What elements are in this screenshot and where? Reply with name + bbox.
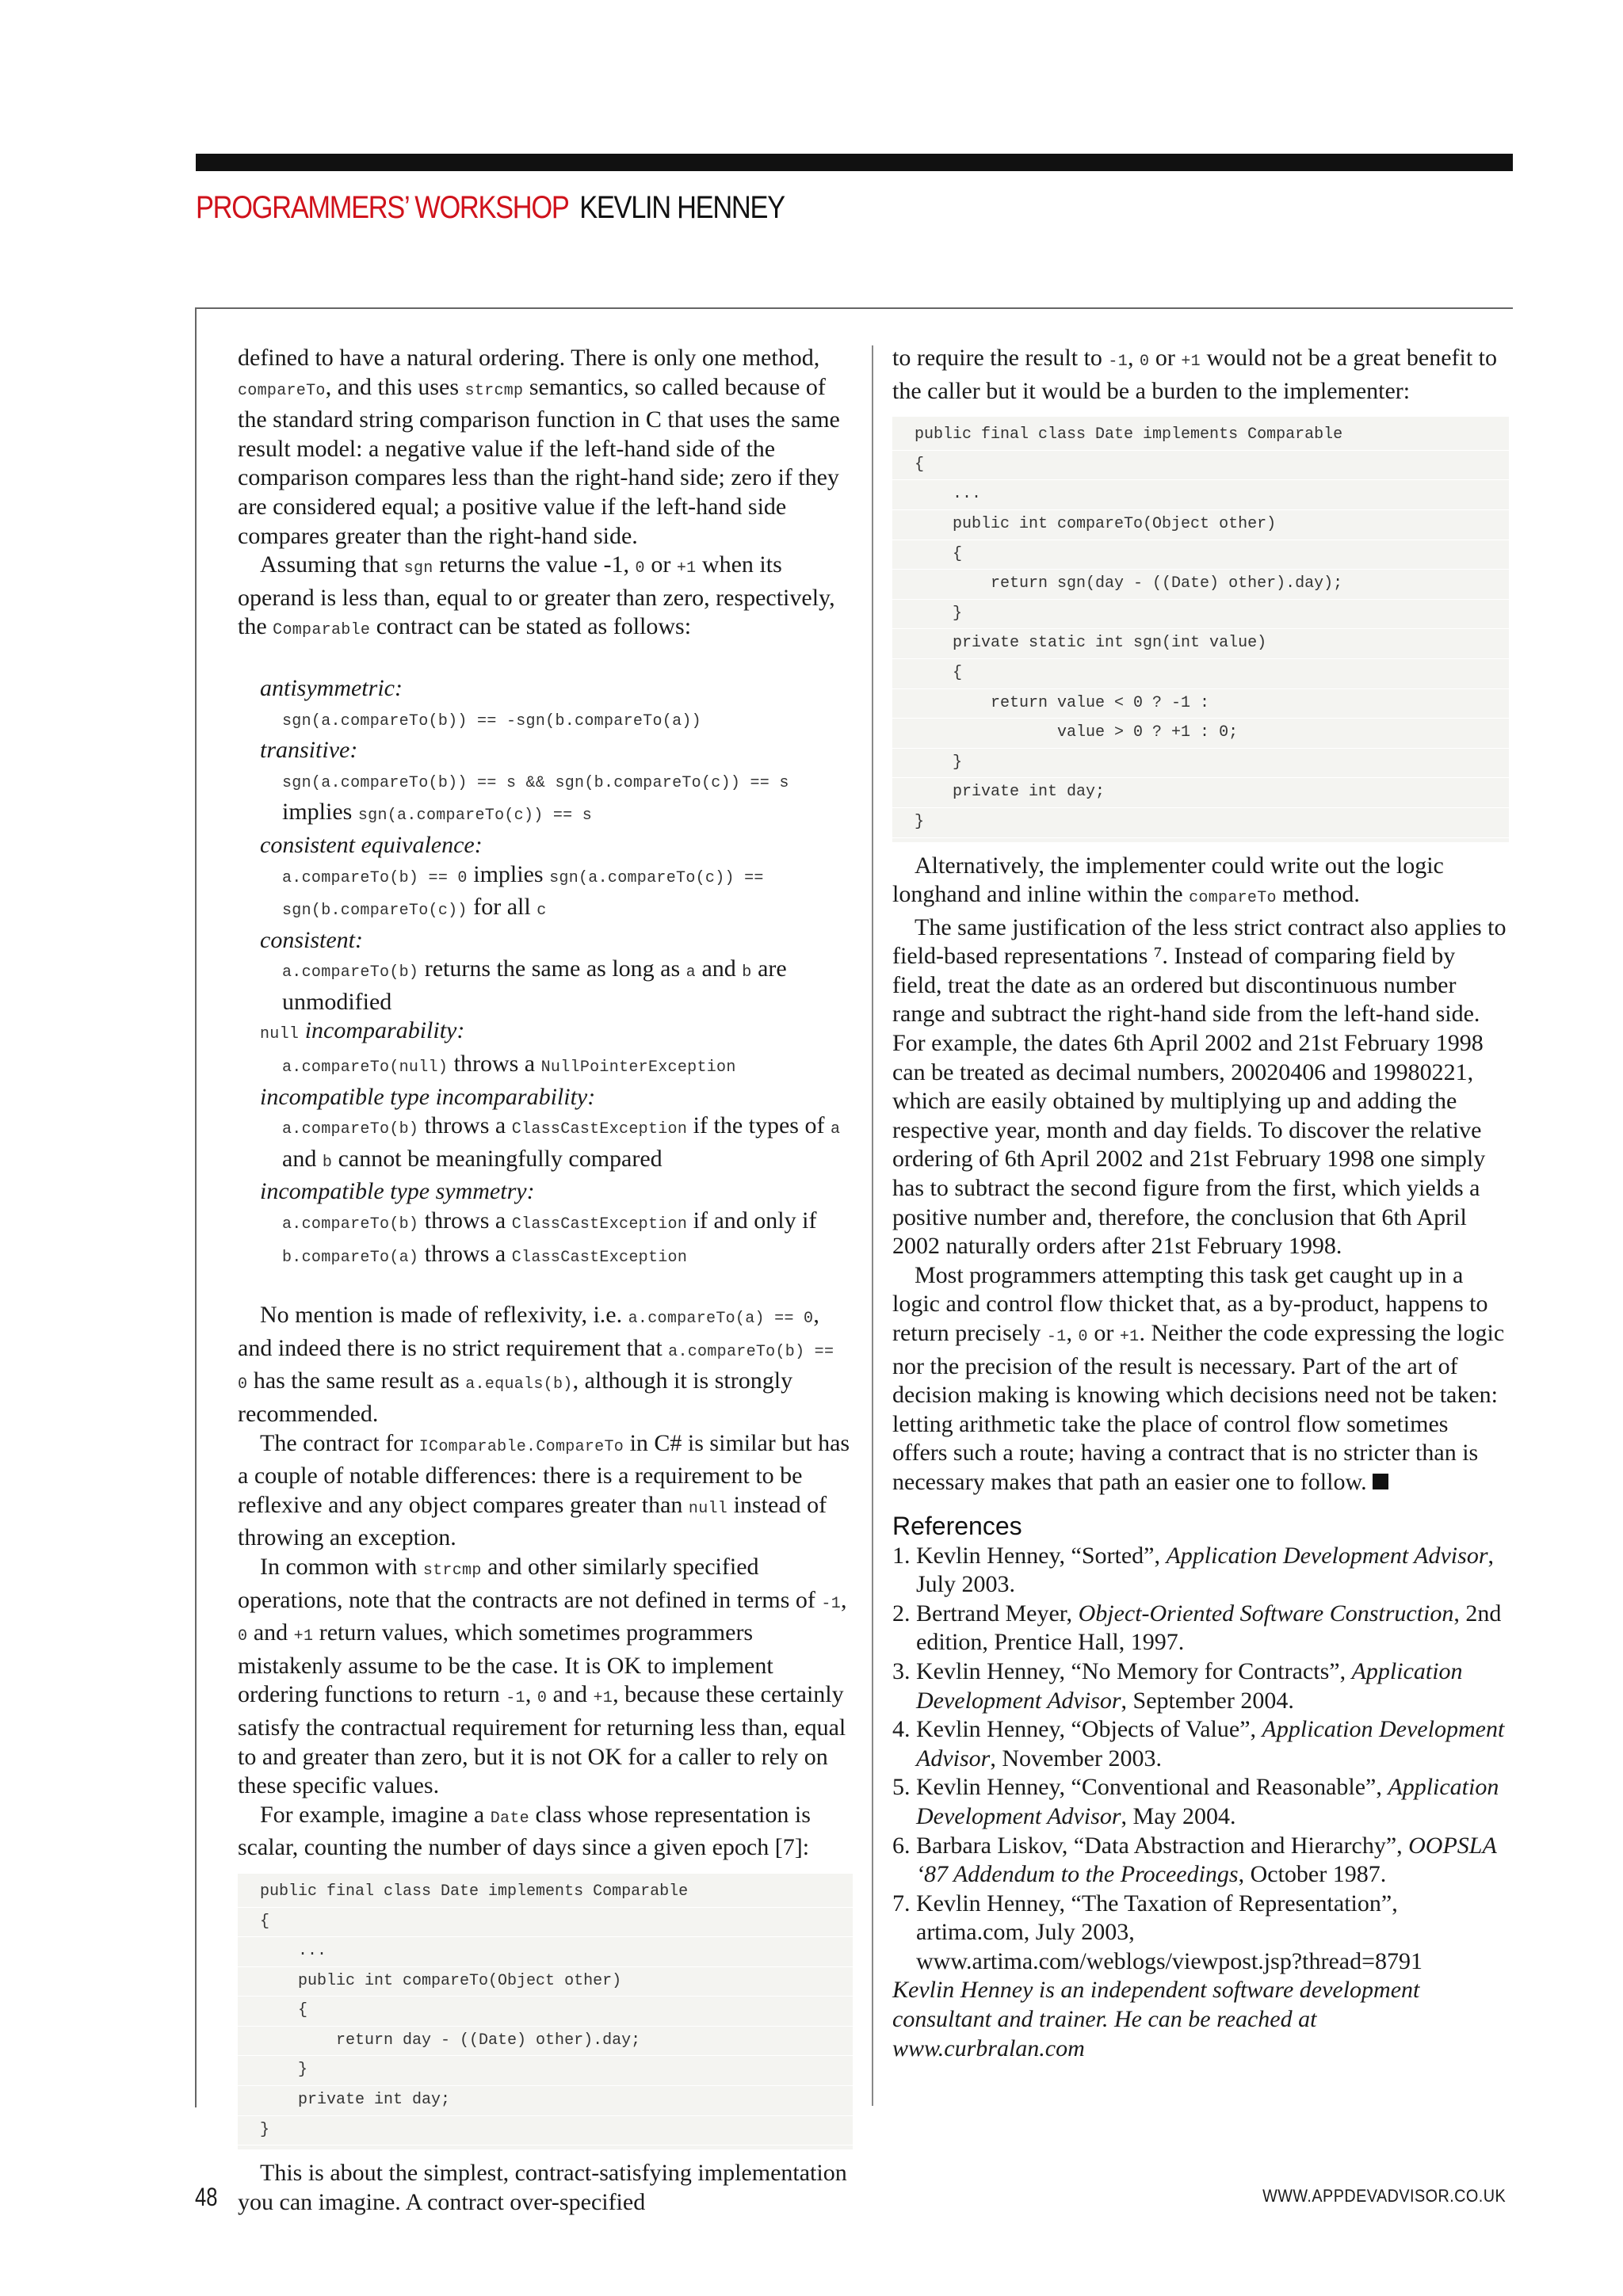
paragraph: Most programmers attempting this task get caught up in a logic and control flow thicket that, as a by-product, happens to return precisely -1, 0 or +1. Neither the code expressing the logic nor the precision of the result is necessary. Part of the art of decision making is knowing which decisions need not be taken: letting arithmetic take the place of control flow sometimes offers such a route; having a contract that is no stricter than is necessary makes that path an easier one to follow. bbox=[892, 1261, 1505, 1495]
paragraph: Assuming that sgn returns the value -1, 0 or +1 when its operand is less than, equal to or greater than zero, respectively, the Comparable contract can be stated as follows: bbox=[238, 551, 835, 640]
site-url: WWW.APPDEVADVISOR.CO.UK bbox=[1262, 2186, 1506, 2206]
reference-item: 2. Bertrand Meyer, Object-Oriented Software Construction, 2nd edition, Prentice Hall, 1997. bbox=[892, 1600, 1502, 1656]
references-heading: References bbox=[892, 1511, 1022, 1540]
contract-term: incompatible type incomparability: bbox=[260, 1083, 596, 1110]
reference-item: 7. Kevlin Henney, “The Taxation of Representation”, artima.com, July 2003, www.artima.com/weblogs/viewpost.jsp?thread=8791 bbox=[892, 1890, 1423, 1974]
page-number: 48 bbox=[195, 2183, 218, 2211]
right-column bbox=[892, 344, 1509, 2063]
frame-top-rule bbox=[195, 307, 1513, 309]
contract-term: incompatible type symmetry: bbox=[260, 1178, 535, 1205]
end-mark-icon bbox=[1373, 1474, 1388, 1489]
author-bio: Kevlin Henney is an independent software development consultant and trainer. He can be reached at www.curbralan.com bbox=[892, 1977, 1420, 2061]
reference-item: 3. Kevlin Henney, “No Memory for Contracts”, Application Development Advisor, September 2004. bbox=[892, 1657, 1463, 1714]
frame-left-rule bbox=[195, 307, 197, 2107]
paragraph: defined to have a natural ordering. There is only one method, compareTo, and this uses strcmp semantics, so called because of the standard string comparison function in C that uses the same result model: a negative value if the left-hand side of the comparison compares less than the right-hand side; zero if they are considered equal; a positive value if the left-hand side compares greater than the right-hand side. bbox=[238, 345, 840, 549]
paragraph: to require the result to -1, 0 or +1 would not be a great benefit to the caller but it would be a burden to the implementer: bbox=[892, 345, 1498, 404]
paragraph: The contract for IComparable.CompareTo in C# is similar but has a couple of notable differences: there is a requirement to be reflexive and any object compares greater than null instead of throwing an exception. bbox=[238, 1429, 850, 1551]
code-block: public final class Date implements Comparable { ... public int compareTo(Object other) { return sgn(day - ((Date) other).day); } private static int sgn(int value) { return value < 0 ? -1 : value > 0 ? +1 : 0; } private int day; } bbox=[892, 417, 1509, 841]
column-divider bbox=[872, 345, 873, 2106]
paragraph: For example, imagine a Date class whose representation is scalar, counting the number of days since a given epoch [7]: bbox=[238, 1801, 811, 1861]
code-block: public final class Date implements Comparable { ... public int compareTo(Object other) { return day - ((Date) other).day; } private int day; } bbox=[238, 1874, 853, 2149]
reference-item: 6. Barbara Liskov, “Data Abstraction and Hierarchy”, OOPSLA ‘87 Addendum to the Proceedings, October 1987. bbox=[892, 1832, 1497, 1888]
paragraph: In common with strcmp and other similarly specified operations, note that the contracts are not defined in terms of -1, 0 and +1 return values, which sometimes programmers mistakenly assume to be the case. It is OK to implement ordering functions to return -1, 0 and +1, because these certainly satisfy the contractual requirement for returning less than, equal to and greater than zero, but it is not OK for a caller to rely on these specific values. bbox=[238, 1553, 847, 1799]
section-title: PROGRAMMERS’ WORKSHOP bbox=[196, 190, 569, 225]
contract-term: transitive: bbox=[260, 737, 358, 764]
contract-term: antisymmetric: bbox=[260, 674, 403, 701]
page-header bbox=[196, 190, 785, 226]
paragraph: The same justification of the less strict contract also applies to field-based representations ⁷. Instead of comparing field by field, treat the date as an ordered but discontinuous number range and subtract the right-hand side from the left-hand side. For example, the dates 6th April 2002 and 21st February 1998 can be treated as decimal numbers, 20020406 and 19980221, which are easily obtained by multiplying up and adding the respective year, month and day fields. To discover the relative ordering of 6th April 2002 and 21st February 1998 one simply has to subtract the second figure from the first, which yields a positive number and, therefore, the conclusion that 6th April 2002 naturally orders after 21st February 1998. bbox=[892, 913, 1507, 1260]
contract-term: consistent equivalence: bbox=[260, 831, 483, 858]
references-list bbox=[892, 1542, 1509, 1977]
paragraph: No mention is made of reflexivity, i.e. a.compareTo(a) == 0, and indeed there is no strict requirement that a.compareTo(b) == 0 has the same result as a.equals(b), although it is strongly recommended. bbox=[238, 1302, 834, 1427]
reference-item: 5. Kevlin Henney, “Conventional and Reasonable”, Application Development Advisor, May 2004. bbox=[892, 1774, 1499, 1829]
reference-item: 1. Kevlin Henney, “Sorted”, Application Development Advisor, July 2003. bbox=[892, 1542, 1494, 1598]
contract-list: antisymmetric: sgn(a.compareTo(b)) == -sgn(b.compareTo(a)) transitive: sgn(a.compareTo(b)) == s && sgn(b.compareTo(c)) == s implies sgn(a.compareTo(c)) == s consistent equivalence: a.compareTo(b) == 0 implies sgn(a.compareTo(c)) == sgn(b.compareTo(c)) for all c consistent: a.compareTo(b) returns the same as long as a and b are unmodified null incomparability: a.compareTo(null) throws a NullPointerException incompatible type incomparability: a.compareTo(b) throws a ClassCastException if the types of a and b cannot be meaningfully compared incompatible type symmetry: a.compareTo(b) throws a ClassCastException if and only if b.compareTo(a) throws a ClassCastException bbox=[260, 674, 853, 1272]
header-rule bbox=[196, 154, 1513, 171]
paragraph: This is about the simplest, contract-satisfying implementation you can imagine. A contract over-specified bbox=[238, 2160, 847, 2215]
paragraph: Alternatively, the implementer could write out the logic longhand and inline within the compareTo method. bbox=[892, 852, 1444, 908]
contract-term: null incomparability: bbox=[260, 1017, 465, 1044]
left-column bbox=[238, 344, 853, 2217]
contract-term: consistent: bbox=[260, 926, 363, 953]
author-name: KEVLIN HENNEY bbox=[579, 190, 785, 225]
reference-item: 4. Kevlin Henney, “Objects of Value”, Application Development Advisor, November 2003. bbox=[892, 1716, 1505, 1772]
